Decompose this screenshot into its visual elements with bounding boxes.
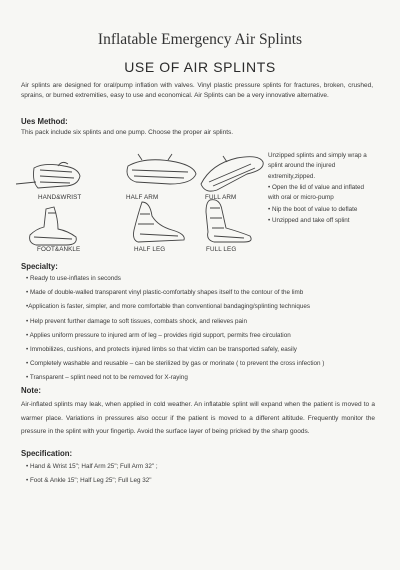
specialty-heading: Specialty:	[21, 262, 58, 271]
full-leg-splint-icon	[200, 196, 258, 246]
specialty-item: • Completely washable and reusable – can be sterilized by gas or morinate ( to prevent the cross infection )	[26, 360, 325, 368]
page-title: Inflatable Emergency Air Splints	[97, 31, 303, 48]
specification-list	[26, 460, 326, 488]
instruction-deflate: • Nip the boot of value to deflate	[268, 206, 358, 213]
uses-method-text: This pack include six splints and one pump. Choose the proper air splints.	[21, 129, 234, 136]
instructions-intro: Unzipped splints and simply wrap a splint around the injured extremity,zipped.	[268, 152, 367, 180]
specialty-item: • Help prevent further damage to soft tissues, combats shock, and relieves pain	[26, 317, 247, 325]
foot-ankle-splint-icon	[24, 205, 84, 249]
specialty-item: • Made of double-walled transparent vinyl plastic-comfortably shapes itself to the contour of the limb	[26, 289, 304, 297]
specialty-item: • Immobilizes, cushions, and protects injured limbs so that victim can be transported safely, easily	[26, 346, 297, 354]
full-arm-splint-icon	[197, 150, 267, 196]
half-leg-splint-icon	[128, 200, 190, 246]
specialty-item: • Ready to use-inflates in seconds	[26, 275, 121, 282]
page-subtitle: USE OF AIR SPLINTS	[124, 59, 276, 75]
specialty-item: •Application is faster, simpler, and more comfortable than conventional bandaging/splinting techniques	[26, 303, 310, 311]
splint-label-hand-wrist: HAND&WRIST	[38, 194, 82, 201]
specialty-item: • Transparent – splint need not to be removed for X-raying	[26, 374, 188, 382]
splint-label-half-leg: HALF LEG	[134, 246, 166, 253]
splint-label-full-arm: FULL ARM	[205, 194, 237, 201]
half-arm-splint-icon	[118, 152, 200, 194]
uses-method-heading: Ues Method:	[21, 117, 68, 126]
specification-item: • Hand & Wrist 15"; Half Arm 25"; Full Arm 32" ;	[26, 463, 158, 470]
splint-label-foot-ankle: FOOT&ANKLE	[37, 246, 81, 253]
specialty-list	[26, 272, 376, 386]
instruction-take-off: • Unzipped and take off splint	[268, 217, 350, 224]
specification-item: • Foot & Ankle 15"; Half Leg 25"; Full Leg 32"	[26, 477, 152, 484]
specification-heading: Specification:	[21, 449, 73, 458]
intro-paragraph: Air splints are designed for oral/pump inflation with valves. Vinyl plastic pressure splints for fractures, broken, crushed, sprains, or burned extremities, easy to use and economical. Air Splints can be a very innovative alternative.	[21, 82, 373, 100]
splint-label-full-leg: FULL LEG	[206, 246, 237, 253]
specialty-item: • Applies uniform pressure to injured arm of leg – provides rigid support, permits free circulation	[26, 331, 291, 339]
instruction-open-lid: • Open the lid of value and inflated with oral or micro-pump	[268, 184, 365, 202]
hand-wrist-splint-icon	[14, 158, 84, 198]
splint-label-half-arm: HALF ARM	[126, 194, 159, 201]
note-heading: Note:	[21, 386, 41, 395]
note-paragraph: Air-inflated splints may leak, when applied in cold weather. An inflatable splint will expand when the patient is moved to a warmer place. Variations in pressures also occur if the patient is moved to a different altitude. Frequently monitor the pressure in the splint with your fingertip. Avoid the surface layer of being pricked by the sharp goods.	[21, 401, 375, 436]
